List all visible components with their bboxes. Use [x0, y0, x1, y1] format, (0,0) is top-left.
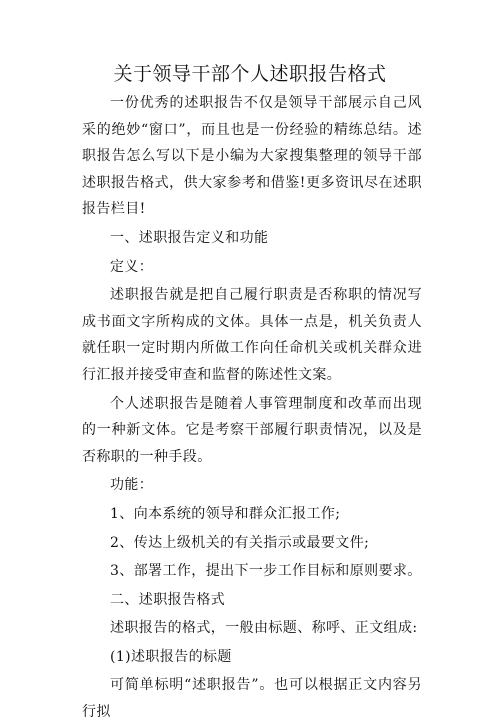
function-item-2: 2、传达上级机关的有关指示或最要文件;: [110, 534, 370, 551]
title-paragraph: 可简单标明“述职报告”。也可以根据正文内容另行拟: [82, 677, 422, 721]
function-item-1: 1、向本系统的领导和群众汇报工作;: [110, 505, 341, 522]
function-label: 功能：: [110, 477, 154, 494]
document-body: [82, 90, 422, 726]
document-title: 关于领导干部个人述职报告格式: [113, 63, 387, 85]
intro-paragraph: 一份优秀的述职报告不仅是领导干部展示自己风采的绝妙“窗口”，而且也是一份经验的精练总结。述职报告怎么写以下是小编为大家搜集整理的领导干部述职报告格式，供大家参考和借鉴!更多资讯尽在述职报告栏目!: [82, 95, 422, 218]
format-paragraph: 述职报告的格式，一般由标题、称呼、正文组成:: [110, 620, 418, 637]
definition-paragraph: 述职报告就是把自己履行职责是否称职的情况写成书面文字所构成的文体。具体一点是，机关负责人就任职一定时期内所做工作向任命机关或机关群众进行汇报并接受审查和监督的陈述性文案。: [82, 287, 422, 383]
section-heading-definition-function: 一、述职报告定义和功能: [110, 229, 269, 246]
function-item-3: 3、部署工作，提出下一步工作目标和原则要求。: [110, 563, 422, 580]
personal-report-paragraph: 个人述职报告是随着人事管理制度和改革而出现的一种新文体。它是考察干部履行职责情况，以及是否称职的一种手段。: [82, 395, 422, 465]
definition-label: 定义：: [110, 258, 154, 275]
section-heading-format: 二、述职报告格式: [110, 591, 226, 608]
subheading-title: (1)述职报告的标题: [110, 648, 232, 665]
